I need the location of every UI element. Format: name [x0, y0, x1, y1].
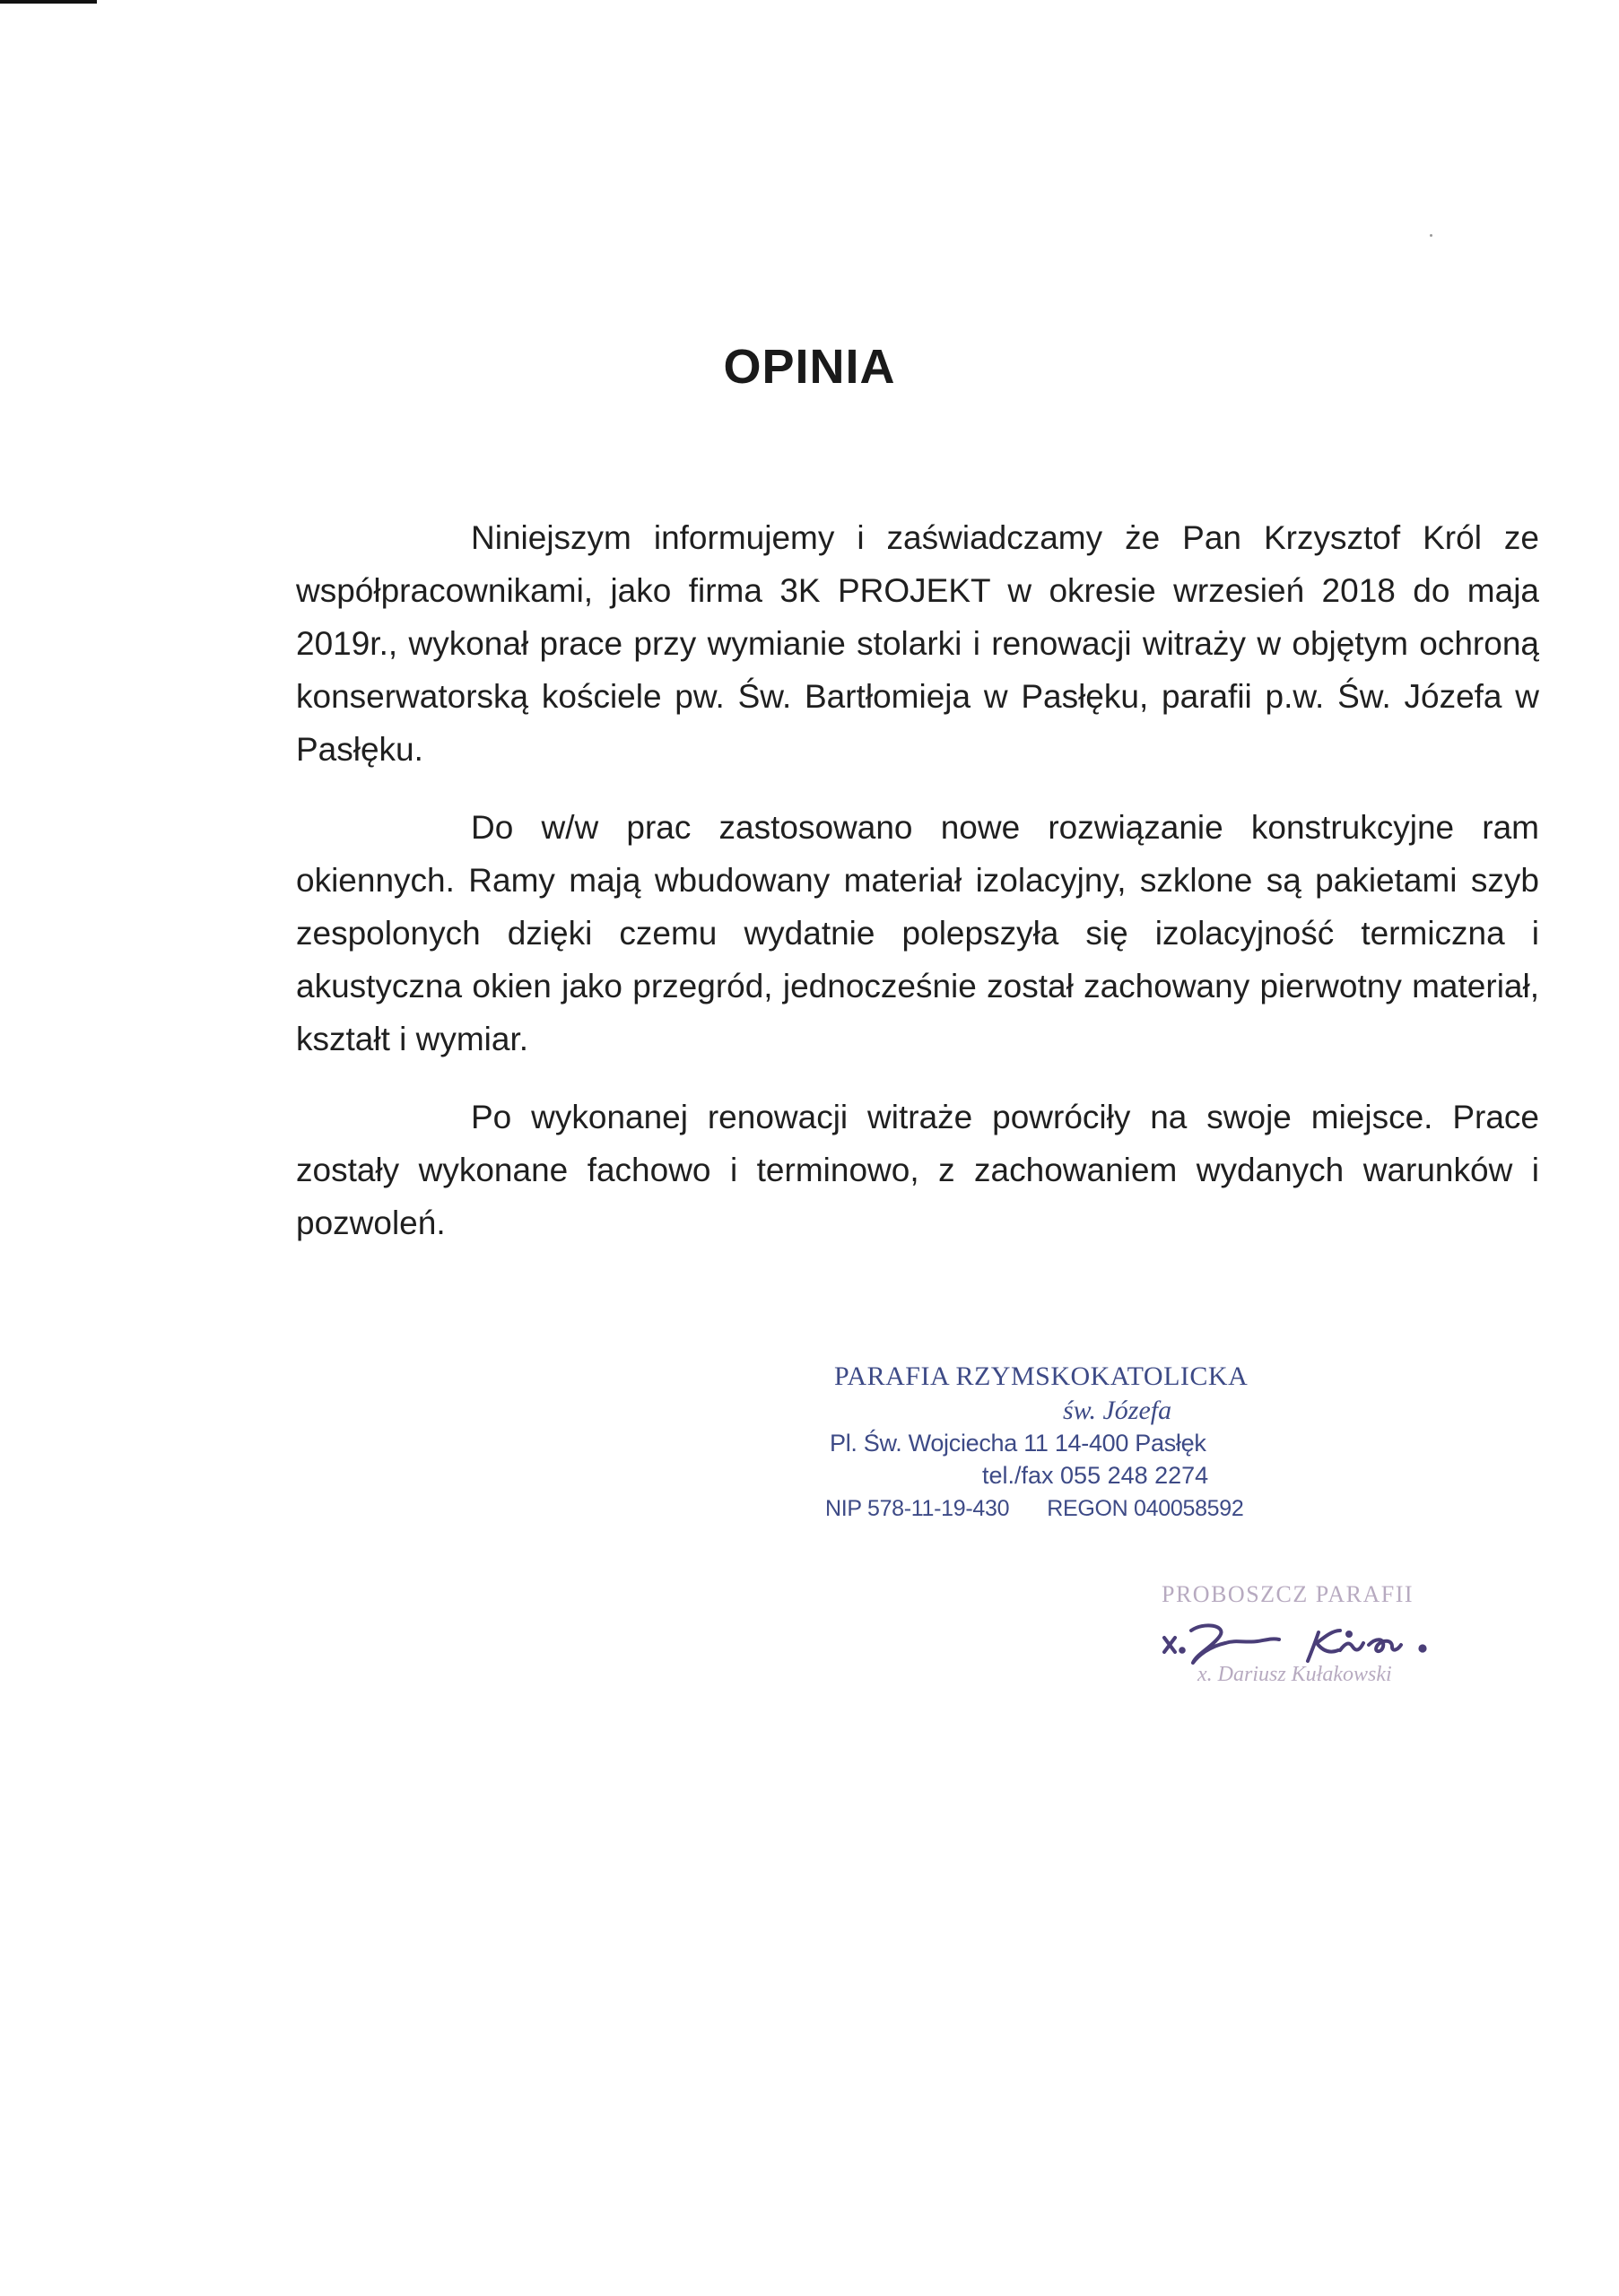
paragraph-2: Do w/w prac zastosowano nowe rozwiązanie konstrukcyjne ram okiennych. Ramy mają wbudowany materiał izolacyjny, szklone są pakietami szyb zespolonych dzięki czemu wydatnie polepszyła się izolacyjność termiczna i akustyczna okien jako przegród, jednocześnie został zachowany pierwotny materiał, kształt i wymiar. [296, 809, 1539, 1057]
pastor-name: x. Dariusz Kułakowski [1197, 1663, 1392, 1686]
pastor-stamp [1157, 1580, 1462, 1688]
document-body [296, 511, 1539, 1274]
pastor-stamp-title: PROBOSZCZ PARAFII [1162, 1581, 1414, 1607]
paragraph-1: Niniejszym informujemy i zaświadczamy że Pan Krzysztof Król ze współpracownikami, jako firma 3K PROJEKT w okresie wrzesień 2018 do maja 2019r., wykonał prace przy wymianie stolarki i renowacji witraży w objętym ochroną konserwatorską kościele pw. Św. Bartłomieja w Pasłęku, parafii p.w. Św. Józefa w Pasłęku. [296, 519, 1539, 768]
paragraph-3: Po wykonanej renowacji witraże powróciły na swoje miejsce. Prace zostały wykonane fachowo i terminowo, z zachowaniem wydanych warunków i pozwoleń. [296, 1099, 1539, 1241]
stamp-ids [825, 1492, 1292, 1526]
stamp-organization: PARAFIA RZYMSKOKATOLICKA [834, 1361, 1249, 1391]
stamp-address: Pl. Św. Wojciecha 11 14-400 Pasłęk [830, 1430, 1206, 1457]
scan-edge-mark [0, 0, 97, 4]
parish-stamp [825, 1359, 1292, 1526]
stamp-phone: tel./fax 055 248 2274 [982, 1462, 1209, 1489]
stamp-nip: NIP 578-11-19-430 [825, 1496, 1010, 1521]
stamp-patron: św. Józefa [1063, 1396, 1172, 1425]
handwritten-signature [1157, 1611, 1444, 1666]
stamp-regon: REGON 040058592 [1047, 1496, 1244, 1521]
document-title: OPINIA [723, 340, 896, 394]
scan-speck [1430, 234, 1432, 237]
